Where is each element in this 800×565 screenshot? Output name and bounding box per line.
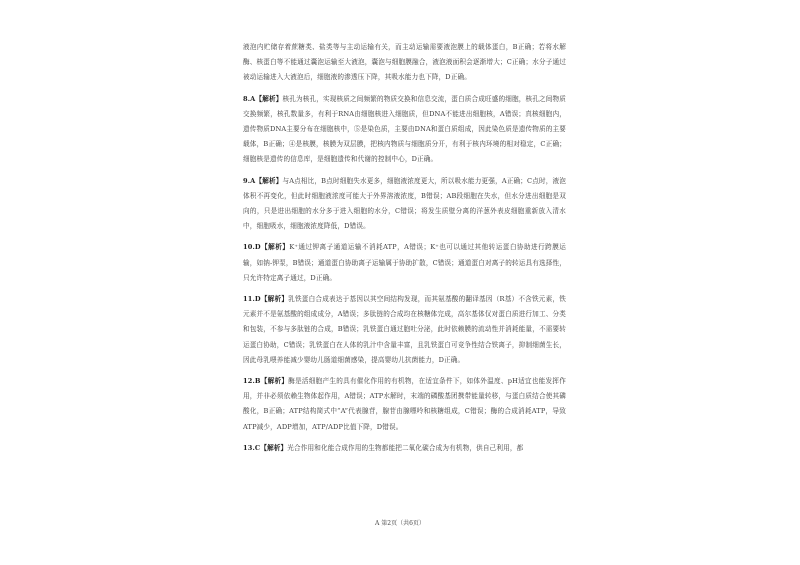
paragraph-q13 <box>243 441 566 456</box>
paragraph-q12 <box>243 374 566 435</box>
paragraph-text: 液泡内贮储存着蔗糖类、盐类等与主动运输有关，而主动运输需要液泡膜上的载体蛋白，B正确；若将水解酶、核蛋白等不能通过囊泡运输至大液泡，囊泡与细胞膜融合，液泡液面积会逐渐增大；C正确；水分子通过被动运输进入大液泡后，细胞液的渗透压下降，其吸水能力也下降，D正确。 <box>243 43 566 82</box>
question-label: 9.A【解析】 <box>243 176 283 185</box>
paragraph-text: 酶是活细胞产生的具有催化作用的有机物，在适宜条件下，如体外温度、pH适宜也能发挥作用，并非必须依赖生物体起作用，A错误；ATP水解时，末端的磷酸基团携带能量转移，与蛋白质结合使其磷酸化，B正确；ATP结构简式中“A”代表腺苷，腺苷由腺嘌呤和核糖组成，C错误；酶的合成消耗ATP，导致ATP减少，ADP增加，ATP/ADP比值下降，D错误。 <box>243 377 566 431</box>
paragraph-q7-continued <box>243 40 566 86</box>
paragraph-q10 <box>243 240 566 286</box>
question-label: 12.B【解析】 <box>243 377 289 386</box>
answer-explanations <box>243 40 566 456</box>
paragraph-text: K⁺通过钾离子通道运输不消耗ATP，A错误；K⁺也可以通过其他转运蛋白协助进行跨膜运输，如钠-钾泵，B错误；通道蛋白协助离子运输属于协助扩散，C错误；通道蛋白对离子的转运具有选择性，只允许特定离子通过，D正确。 <box>243 243 566 282</box>
question-label: 13.C【解析】 <box>243 443 288 452</box>
paragraph-text: 核孔为核孔，实现核质之间频繁的物质交换和信息交流，蛋白质合成旺盛的细胞，核孔之间物质交换频繁，核孔数量多，有利于RNA由细胞核进入细胞质，但DNA不能进出细胞核，A错误；真核细胞内，遗传物质DNA主要分布在细胞核中，⑤是染色质，主要由DNA和蛋白质组成，因此染色质是遗传物质的主要载体，B正确；④是核膜，核膜为双层膜，把核内物质与细胞质分开，有利于核内环境的相对稳定，C正确；细胞核是遗传的信息库，是细胞遗传和代谢的控制中心，D正确。 <box>243 94 566 164</box>
paragraph-text: 乳铁蛋白合成表达于基因以其空间结构发现，而其氨基酸的翻译基因（R基）不含铁元素，铁元素并不是氨基酸的组成成分，A错误；多肽链的合成均在核糖体完成，高尔基体仅对蛋白质进行加工、分类和包装，不参与多肽链的合成，B错误；乳铁蛋白通过胞吐分泌，此时依赖膜的流动性并消耗能量，不需要转运蛋白协助，C错误；乳铁蛋白在人体的乳汁中含量丰富，且乳铁蛋白可竞争性结合铁离子，抑制细菌生长，因此母乳喂养能减少婴幼儿肠道细菌感染，提高婴幼儿抗菌能力，D正确。 <box>243 295 566 364</box>
paragraph-q8 <box>243 92 566 168</box>
question-label: 10.D【解析】 <box>243 243 290 252</box>
question-label: 8.A【解析】 <box>243 94 283 103</box>
paragraph-text: 光合作用和化能合成作用的生物都能把二氧化碳合成为有机物，供自己利用，都 <box>287 443 524 452</box>
paragraph-q11 <box>243 292 566 368</box>
paragraph-text: 与A点相比，B点时细胞失水更多，细胞液浓度更大，所以吸水能力更强，A正确；C点时，液泡体积不再变化，但此时细胞液浓度可能大于外界溶液浓度，B错误；AB段细胞在失水，但水分进出细胞是双向的，只是进出细胞的水分多于进入细胞的水分，C错误；将发生质壁分离的洋葱外表皮细胞重新放入清水中，细胞吸水，细胞液浓度降低，D错误。 <box>243 176 566 231</box>
paragraph-q9 <box>243 174 566 235</box>
page-footer: A 第2页（共6页） <box>375 520 425 527</box>
question-label: 11.D【解析】 <box>243 295 289 304</box>
